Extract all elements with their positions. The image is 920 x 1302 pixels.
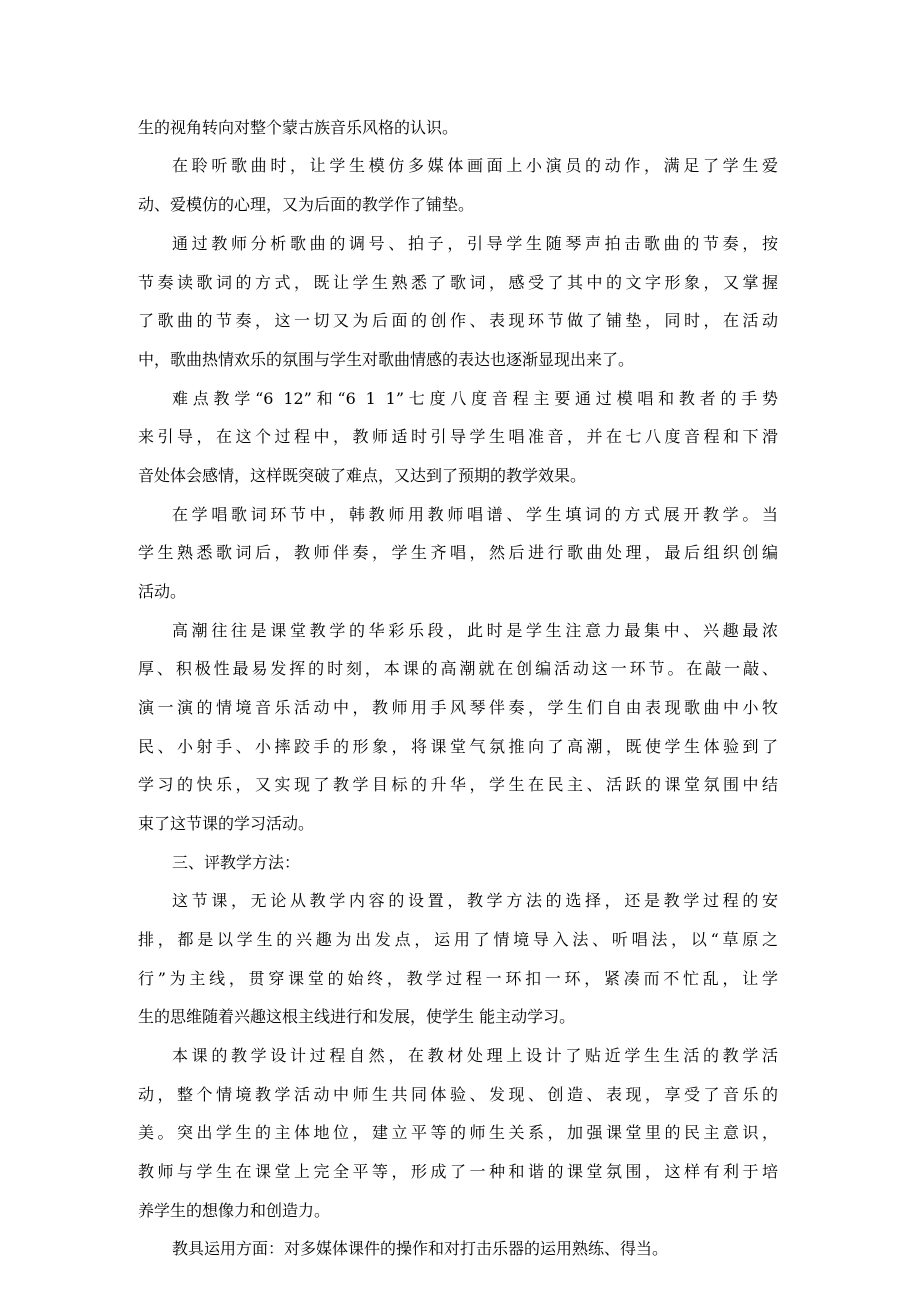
text-line: 本课的教学设计过程自然，在教材处理上设计了贴近学生生活的教学活 xyxy=(172,1046,778,1065)
text-line: 这节课，无论从教学内容的设置，教学方法的选择，还是教学过程的安 xyxy=(172,891,778,910)
text-line: 通过教师分析歌曲的调号、拍子，引导学生随琴声拍击歌曲的节奏，按 xyxy=(172,234,778,253)
section-heading: 三、评教学方法： xyxy=(172,853,301,872)
text-line: 节奏读歌词的方式，既让学生熟悉了歌词，感受了其中的文字形象，又掌握 xyxy=(138,273,778,292)
text-line: 音处体会感情，这样既突破了难点，又达到了预期的教学效果。 xyxy=(138,466,587,485)
text-line: 来引导，在这个过程中，教师适时引导学生唱准音，并在七八度音程和下滑 xyxy=(138,427,778,446)
text-line: 演一演的情境音乐活动中，教师用手风琴伴奏，学生们自由表现歌曲中小牧 xyxy=(138,698,778,717)
text-line: 高潮往往是课堂教学的华彩乐段，此时是学生注意力最集中、兴趣最浓 xyxy=(172,621,778,640)
text-line: 在学唱歌词环节中，韩教师用教师唱谱、学生填词的方式展开教学。当 xyxy=(172,505,778,524)
text-line: 厚、积极性最易发挥的时刻，本课的高潮就在创编活动这一环节。在敲一敲、 xyxy=(138,659,778,678)
text-line: 难点教学“6 12”和“6 1 1”七度八度音程主要通过模唱和教者的手势 xyxy=(172,389,778,408)
text-line: 行”为主线，贯穿课堂的始终，教学过程一环扣一环，紧凑而不忙乱，让学 xyxy=(138,969,778,988)
text-line: 动，整个情境教学活动中师生共同体验、发现、创造、表现，享受了音乐的 xyxy=(138,1085,778,1104)
text-line: 动、爱模仿的心理，又为后面的教学作了铺垫。 xyxy=(138,195,475,214)
text-line: 教师与学生在课堂上完全平等，形成了一种和谐的课堂氛围，这样有利于培 xyxy=(138,1162,778,1181)
text-line: 教具运用方面：对多媒体课件的操作和对打击乐器的运用熟练、得当。 xyxy=(172,1239,669,1258)
text-line: 了歌曲的节奏，这一切又为后面的创作、表现环节做了铺垫，同时，在活动 xyxy=(138,311,778,330)
text-line: 中，歌曲热情欢乐的氛围与学生对歌曲情感的表达也逐渐显现出来了。 xyxy=(138,350,635,369)
text-line: 学习的快乐，又实现了教学目标的升华，学生在民主、活跃的课堂氛围中结 xyxy=(138,775,778,794)
text-line: 美。突出学生的主体地位，建立平等的师生关系，加强课堂里的民主意识， xyxy=(138,1123,778,1142)
text-line: 学生熟悉歌词后，教师伴奏，学生齐唱，然后进行歌曲处理，最后组织创编 xyxy=(138,543,778,562)
text-line: 生的视角转向对整个蒙古族音乐风格的认识。 xyxy=(138,118,459,137)
text-line: 民、小射手、小摔跤手的形象，将课堂气氛推向了高潮，既使学生体验到了 xyxy=(138,737,778,756)
text-line: 生的思维随着兴趣这根主线进行和发展，使学生 能主动学习。 xyxy=(138,1007,576,1026)
text-line: 束了这节课的学习活动。 xyxy=(138,814,315,833)
text-line: 排，都是以学生的兴趣为出发点，运用了情境导入法、听唱法，以“草原之 xyxy=(138,930,778,949)
text-line: 在聆听歌曲时，让学生模仿多媒体画面上小演员的动作，满足了学生爱 xyxy=(172,156,778,175)
text-line: 养学生的想像力和创造力。 xyxy=(138,1201,331,1220)
text-line: 活动。 xyxy=(138,582,187,601)
